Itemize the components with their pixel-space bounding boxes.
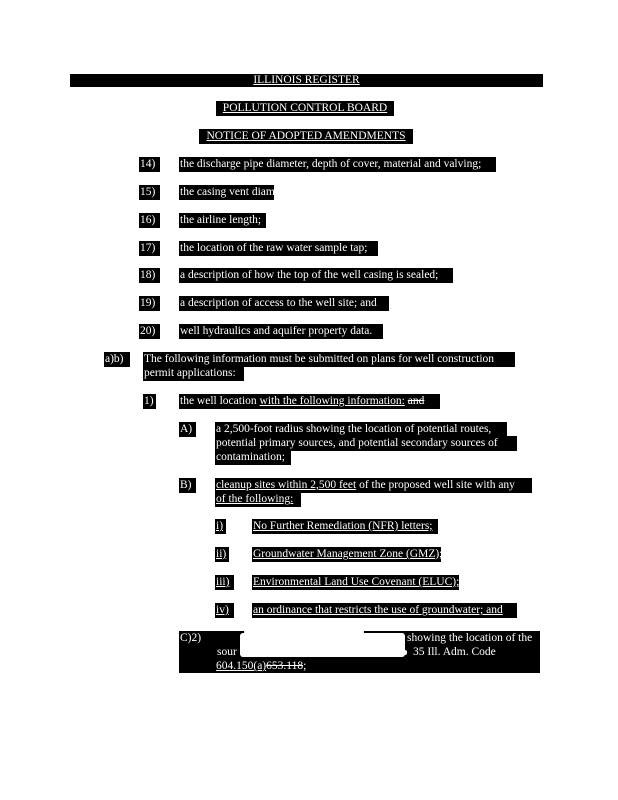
item-b-line1-inserted: cleanup sites within 2,500 feet [216, 479, 357, 491]
item-c-line3-deleted: 653.118 [266, 660, 304, 672]
sub-item-number: ii) [215, 547, 229, 562]
section-b-label: a)b) [104, 352, 130, 367]
sub-item-number: iii) [215, 575, 234, 590]
item-number: 15) [139, 185, 160, 200]
item-c-line1-partial: showing the location of the [407, 632, 533, 644]
sub-item-number: i) [215, 519, 226, 534]
item-c-line2-start: sour [217, 646, 237, 658]
section-b-text-line2: permit applications: [143, 366, 244, 381]
item-c-line3 [215, 659, 313, 674]
item-b-line2: of the following: [215, 492, 301, 507]
item-number: 20) [139, 324, 160, 339]
item-1-text-inserted: with the following information: [259, 395, 405, 407]
item-b-label: B) [179, 478, 196, 493]
item-text: the discharge pipe diameter, depth of cover, material and valving; [179, 157, 496, 172]
item-number: 16) [139, 213, 160, 228]
item-a-label: A) [179, 422, 196, 437]
item-b-line1 [215, 478, 532, 493]
item-c-line2-end: 35 Ill. Adm. Code [413, 646, 496, 658]
section-b-text-line1: The following information must be submitted on plans for well construction [143, 352, 515, 367]
sub-item-number: iv) [215, 603, 234, 618]
item-1-text-plain: the well location [180, 395, 260, 407]
item-a-line1: a 2,500-foot radius showing the location of potential routes, [215, 422, 507, 437]
sub-item-text: an ordinance that restricts the use of groundwater; and [252, 603, 517, 618]
item-text: well hydraulics and aquifer property data. [179, 324, 383, 339]
item-b-line1-plain: of the proposed well site with any [356, 479, 515, 491]
item-1-text [179, 394, 440, 409]
item-number: 14) [139, 157, 160, 172]
redaction-mark [240, 633, 405, 657]
sub-item-text: Environmental Land Use Covenant (ELUC); or [253, 576, 472, 588]
item-text: a description of access to the well site; and [179, 296, 389, 311]
register-title: ILLINOIS REGISTER [70, 74, 543, 87]
item-text: the airline length; [179, 213, 266, 228]
item-a-line3: contamination; [215, 450, 291, 465]
redaction-mark-edge [244, 629, 364, 635]
item-number: 17) [139, 241, 160, 256]
item-text: the location of the raw water sample tap; [179, 241, 378, 256]
board-title: POLLUTION CONTROL BOARD [216, 101, 394, 116]
item-c-line3-end: ; [303, 660, 307, 672]
redaction-mark-dot [402, 650, 407, 655]
notice-title: NOTICE OF ADOPTED AMENDMENTS [199, 129, 413, 144]
item-1-text-deleted: and [407, 395, 425, 407]
sub-item-text: Groundwater Management Zone (GMZ); [253, 548, 443, 560]
item-c-line3-inserted: 604.150(a) [216, 660, 267, 672]
item-text: a description of how the top of the well casing is sealed; [179, 268, 453, 283]
item-number: 19) [139, 296, 160, 311]
item-c-label: C)2) [180, 632, 202, 644]
item-text: the casing vent diameter; [180, 186, 296, 198]
item-a-line2: potential primary sources, and potential secondary sources of [215, 436, 517, 451]
item-number: 18) [139, 268, 160, 283]
sub-item-text: No Further Remediation (NFR) letters; [252, 519, 438, 534]
item-1-number: 1) [143, 394, 156, 409]
